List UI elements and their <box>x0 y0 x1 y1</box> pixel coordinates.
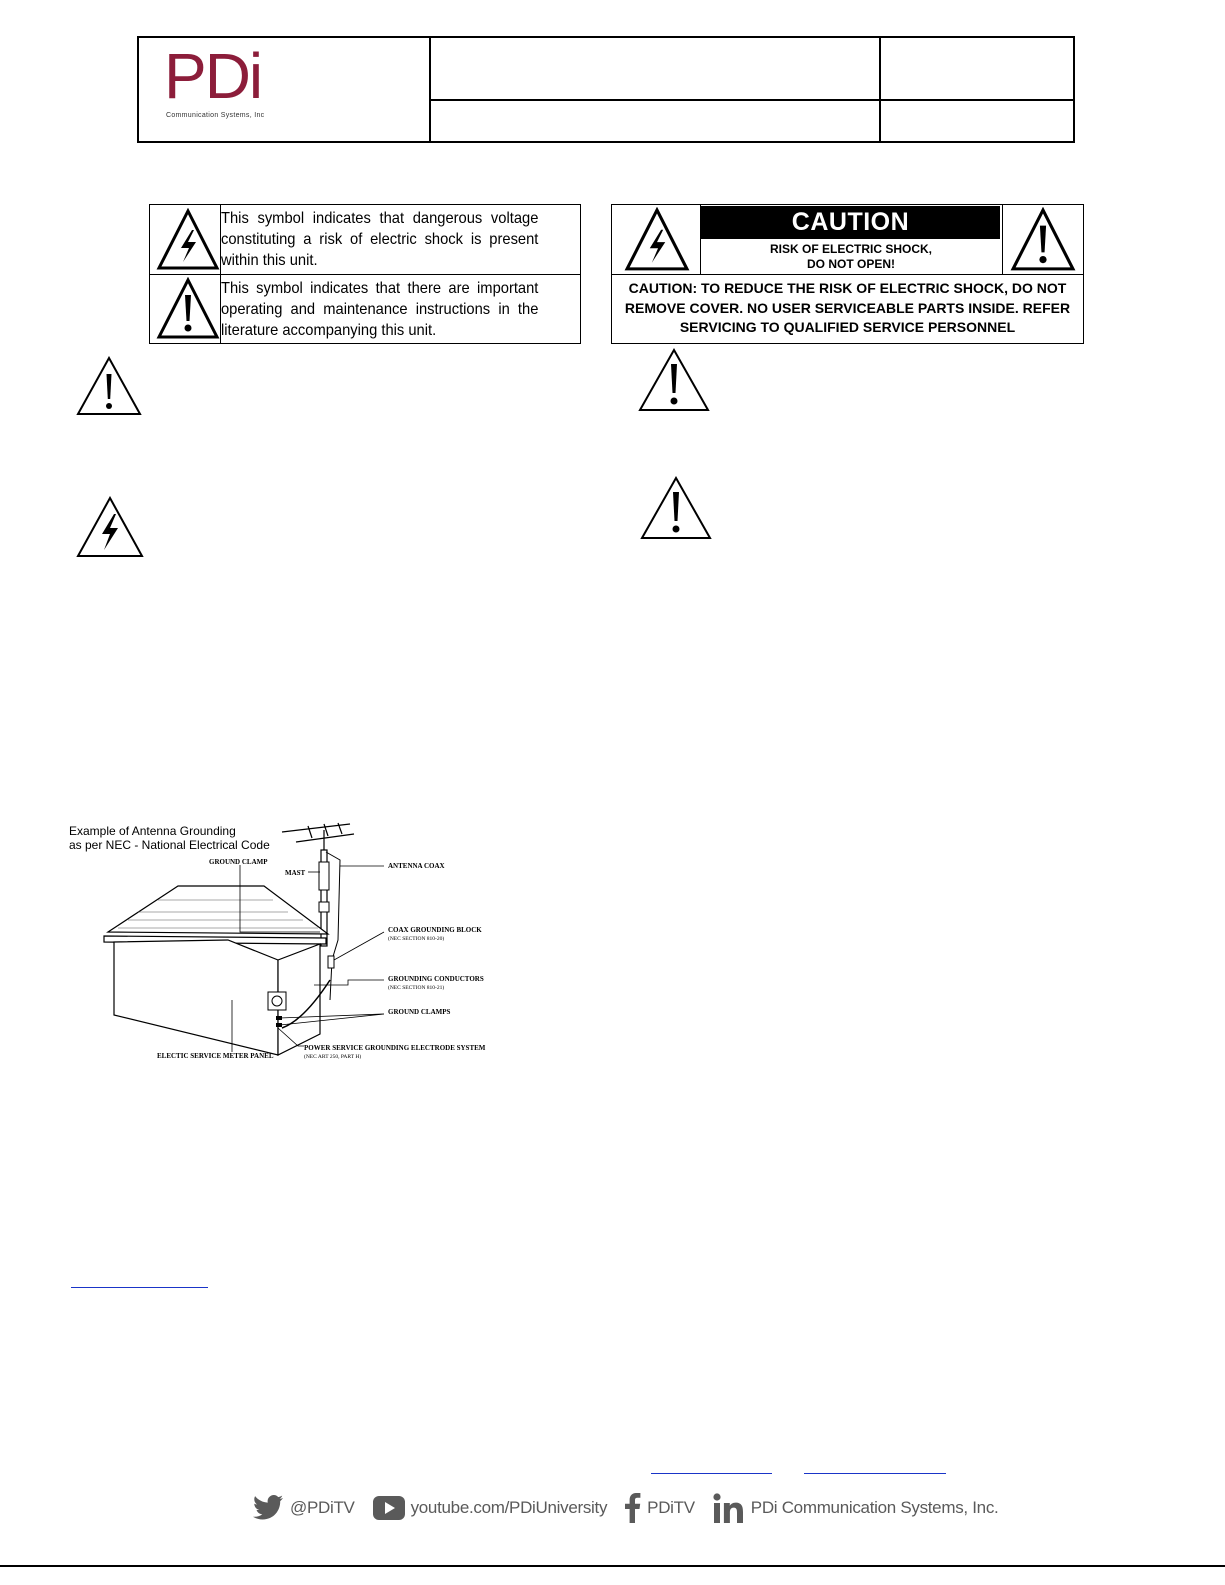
header-divider <box>429 38 431 141</box>
antenna-grounding-diagram <box>68 820 528 1070</box>
caution-subtitle-line: DO NOT OPEN! <box>806 257 895 271</box>
grounding-conductors-ref: (NEC SECTION 810-21) <box>388 985 445 991</box>
caution-box-divider <box>612 274 1083 275</box>
grounding-conductors-label: GROUNDING CONDUCTORS <box>388 975 484 983</box>
linkedin-icon <box>713 1493 745 1523</box>
voltage-symbol-description: This symbol indicates that dangerous voltage constituting a risk of electric shock is present within this unit. <box>221 210 539 269</box>
linkedin-company: PDi Communication Systems, Inc. <box>750 1498 999 1517</box>
coax-grounding-block-ref: (NEC SECTION 810-20) <box>388 936 445 942</box>
meter-panel-label: ELECTIC SERVICE METER PANEL <box>157 1052 274 1060</box>
antenna-coax-label: ANTENNA COAX <box>388 862 445 870</box>
pdi-logo-subtext: Communication Systems, Inc <box>166 112 265 119</box>
coax-grounding-block-label: COAX GROUNDING BLOCK <box>388 926 482 934</box>
electric-shock-warning-icon <box>156 208 220 272</box>
exclamation-warning-icon <box>638 348 710 412</box>
exclamation-warning-icon <box>1010 207 1076 273</box>
hyperlink-underline[interactable] <box>651 1473 772 1474</box>
electric-shock-warning-icon <box>76 496 144 558</box>
youtube-channel: youtube.com/PDiUniversity <box>410 1498 608 1517</box>
diagram-title-line: Example of Antenna Grounding <box>69 824 236 838</box>
power-service-label: POWER SERVICE GROUNDING ELECTRODE SYSTEM <box>304 1044 486 1052</box>
diagram-title-line: as per NEC - National Electrical Code <box>69 838 270 852</box>
symbol-explanation-box <box>149 204 581 344</box>
pdi-logo: PDi <box>164 40 262 112</box>
power-service-ref: (NEC ART 250, PART H) <box>304 1054 362 1060</box>
caution-title: CAUTION <box>701 206 1000 239</box>
electric-shock-warning-icon <box>624 207 690 273</box>
caution-body: CAUTION: TO REDUCE THE RISK OF ELECTRIC SHOCK, DO NOT REMOVE COVER. NO USER SERVICEABLE PARTS INSIDE. REFER SERVICING TO QUALIFIED SERVICE PERSONNEL <box>624 280 1071 335</box>
symbol-box-divider <box>150 274 580 275</box>
hyperlink-underline[interactable] <box>804 1473 946 1474</box>
page-bottom-rule <box>0 1565 1225 1567</box>
twitter-icon <box>252 1495 284 1521</box>
mast-label: MAST <box>285 869 306 877</box>
ground-clamps-label: GROUND CLAMPS <box>388 1008 451 1016</box>
hyperlink-underline[interactable] <box>71 1287 208 1288</box>
caution-box-divider <box>1002 205 1003 274</box>
facebook-page: PDiTV <box>647 1498 695 1517</box>
caution-subtitle <box>701 242 1001 272</box>
linkedin-link[interactable] <box>713 1493 999 1523</box>
facebook-link[interactable] <box>625 1493 695 1523</box>
exclamation-warning-icon <box>640 476 712 540</box>
caution-label-box <box>611 204 1084 344</box>
social-footer <box>252 1490 1016 1526</box>
instructions-symbol-description: This symbol indicates that there are important operating and maintenance instructions in the literature accompanying this unit. <box>221 280 539 339</box>
twitter-handle: @PDiTV <box>290 1498 355 1517</box>
twitter-link[interactable] <box>252 1495 355 1521</box>
exclamation-warning-icon <box>156 277 220 341</box>
header-divider <box>429 99 1073 101</box>
document-header-table <box>137 36 1075 143</box>
header-divider <box>879 38 881 141</box>
facebook-icon <box>625 1493 641 1523</box>
caution-subtitle-line: RISK OF ELECTRIC SHOCK, <box>769 242 932 256</box>
ground-clamp-label: GROUND CLAMP <box>209 858 268 866</box>
exclamation-warning-icon <box>76 356 142 416</box>
youtube-icon <box>373 1496 405 1520</box>
youtube-link[interactable] <box>373 1496 608 1520</box>
